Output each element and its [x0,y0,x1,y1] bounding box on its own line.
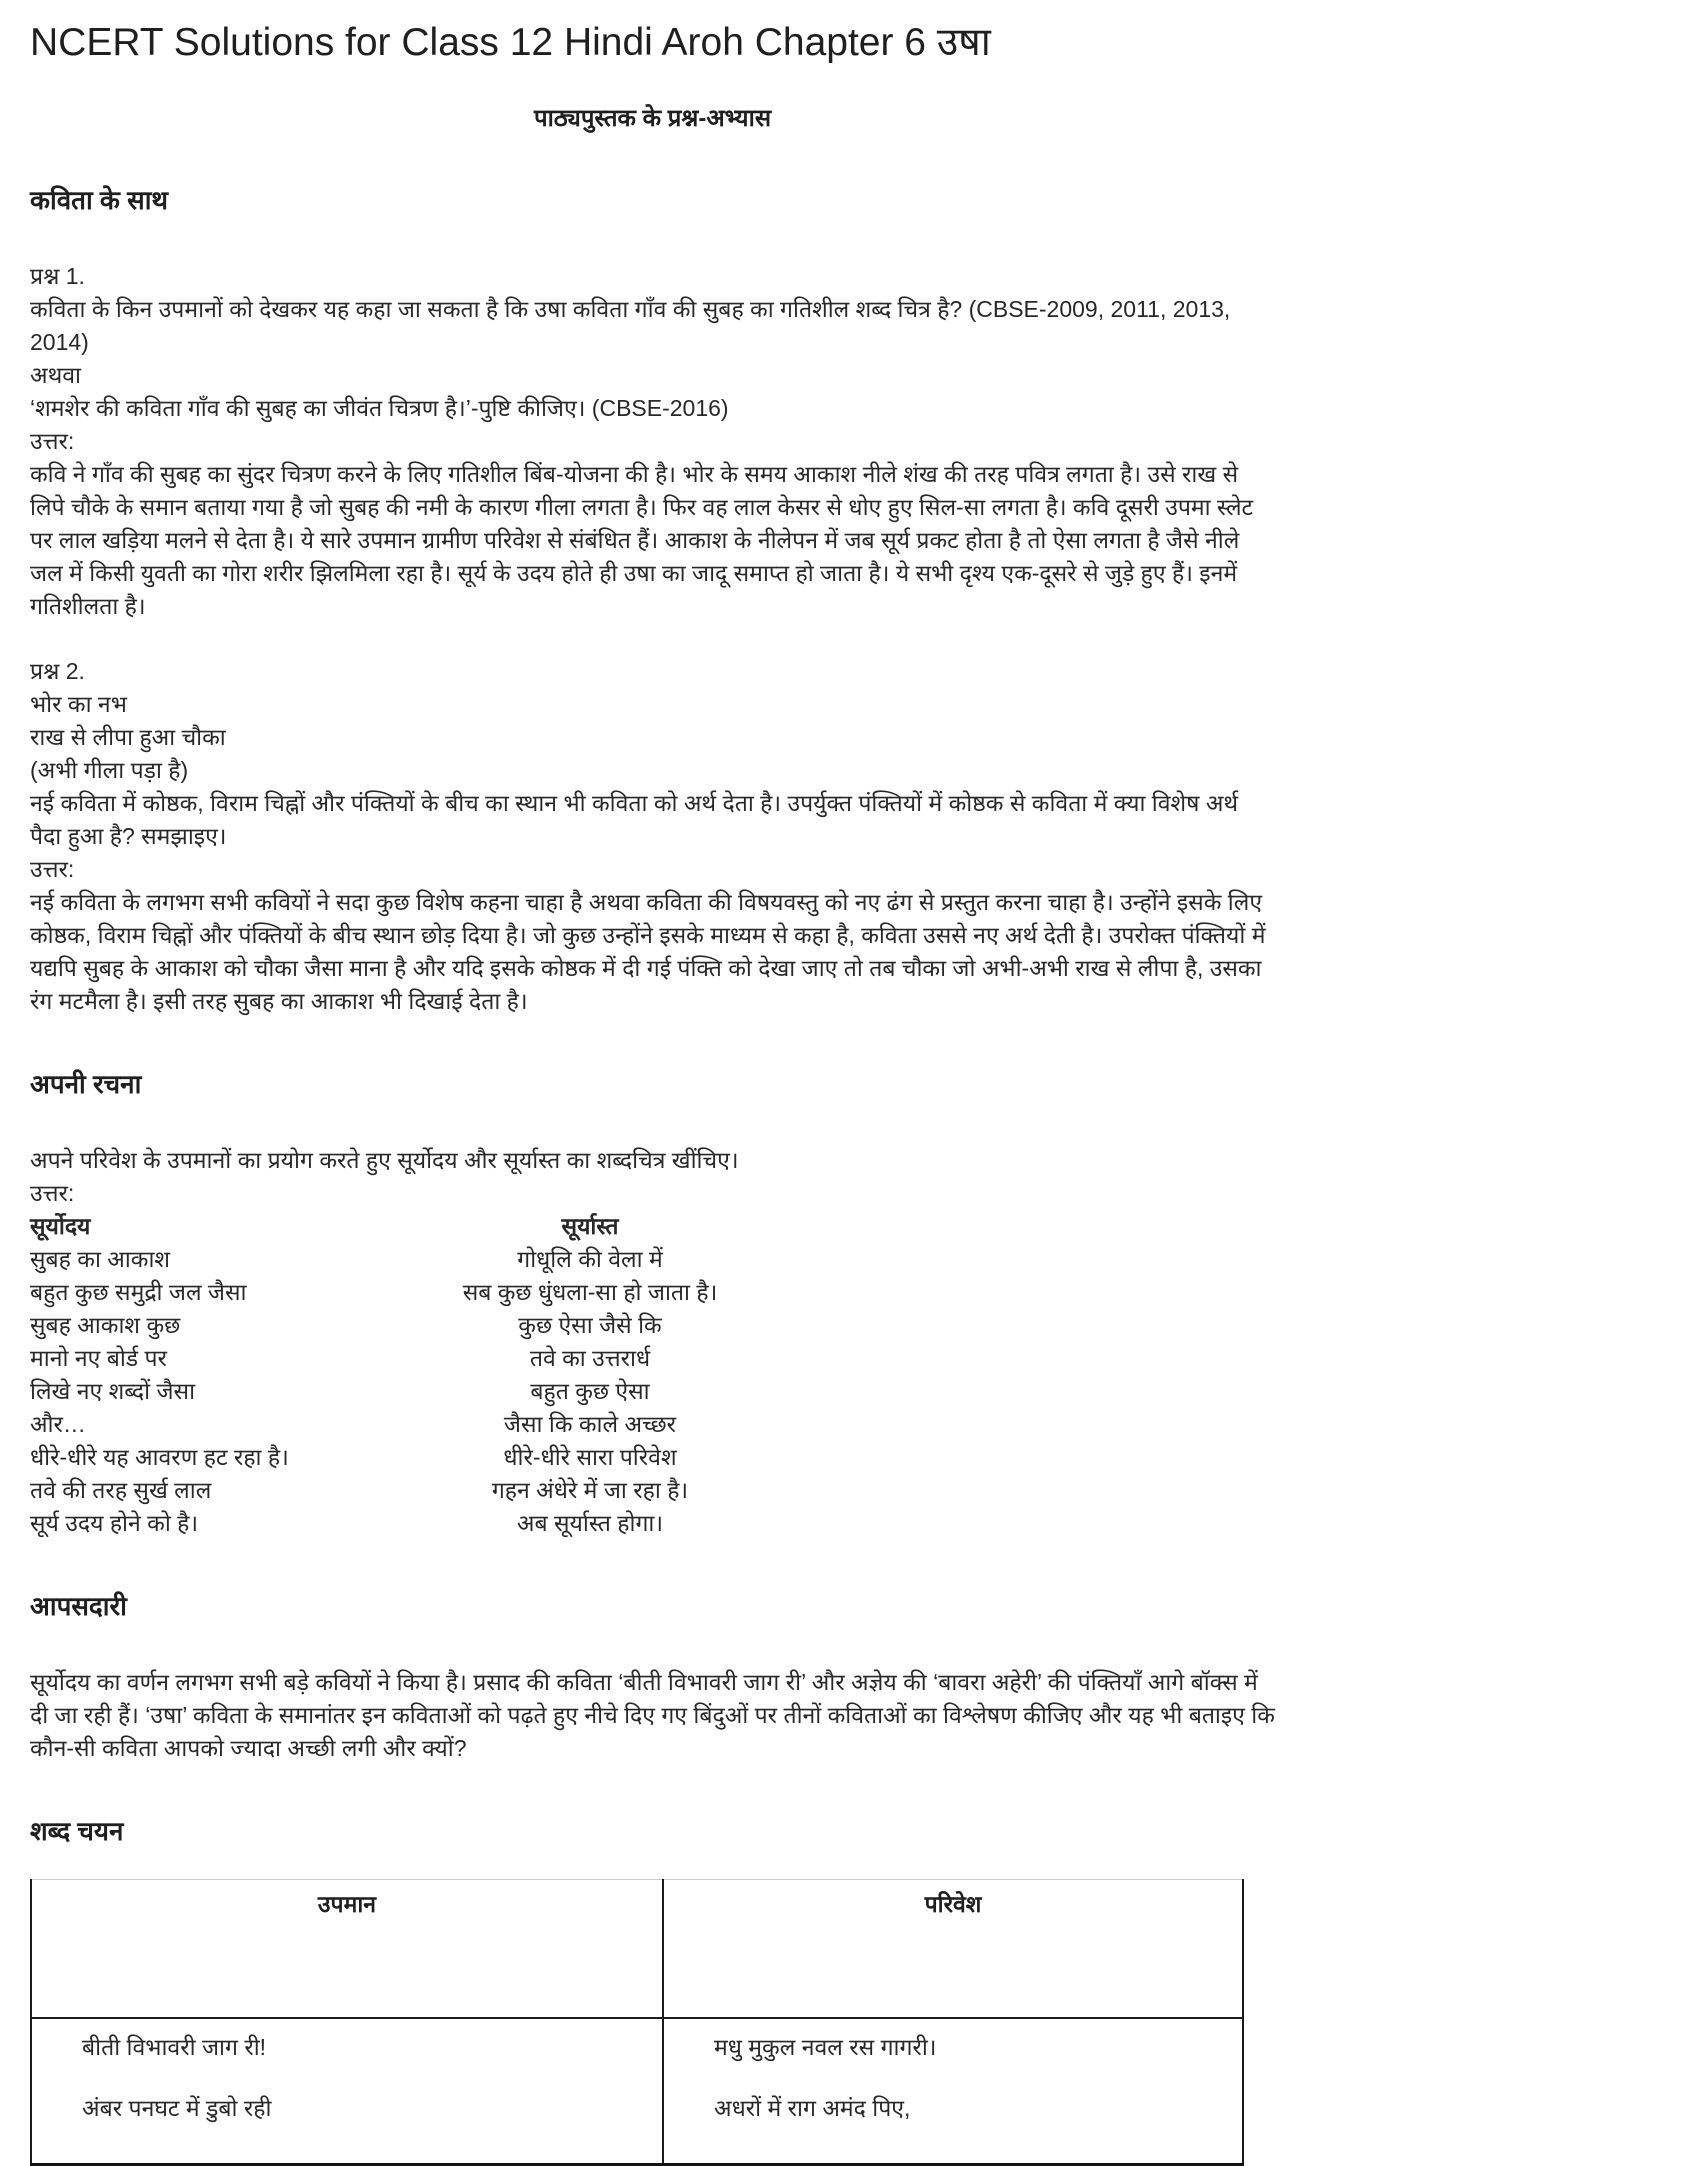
sunset-poem-line: कुछ ऐसा जैसे कि [518,1312,662,1338]
sunrise-poem-line: लिखे नए शब्दों जैसा [30,1378,196,1404]
answer-1-label: उत्तर: [30,428,75,454]
answer-2-text: नई कविता के लगभग सभी कवियों ने सदा कुछ विशेष कहना चाहा है अथवा कविता की विषयवस्तु को नए ढंग से प्रस्तुत करना चाहा है। उन्होंने इसके लिए कोष्ठक, विराम चिह्नों और पंक्तियों के बीच स्थान छोड़ दिया है। जो कुछ उन्होंने इसके माध्यम से कहा है, कविता उससे नए अर्थ देती है। उपरोक्त पंक्तियों में यद्यपि सुबह के आकाश को चौका जैसा माना है और यदि इसके कोष्ठक में दी गई पंक्ति को देखा जाए तो तब चौका जो अभी-अभी राख से लीपा है, उसका रंग मटमैला है। इसी तरह सुबह का आकाश भी दिखाई देता है। [30,889,1266,1014]
aapasdari-paragraph: सूर्योदय का वर्णन लगभग सभी बड़े कवियों ने किया है। प्रसाद की कविता ‘बीती विभावरी जाग री’ और अज्ञेय की ‘बावरा अहेरी’ की पंक्तियाँ आगे बॉक्स में दी जा रही हैं। ‘उषा’ कविता के समानांतर इन कविताओं को पढ़ते हुए नीचे दिए गए बिंदुओं पर तीनों कविताओं का विश्लेषण कीजिए और यह भी बताइए कि कौन-सी कविता आपको ज्यादा अच्छी लगी और क्यों? [30,1669,1275,1761]
sunrise-poem-line: सूर्य उदय होने को है। [30,1510,199,1536]
sunrise-sunset-poems [30,1210,1275,1540]
question-2-poem-line: (अभी गीला पड़ा है) [30,757,189,783]
sunrise-poem-line: तवे की तरह सुर्ख लाल [30,1477,212,1503]
question-2-poem-line: राख से लीपा हुआ चौका [30,724,226,750]
sunrise-poem-line: सुबह का आकाश [30,1246,171,1272]
table-cell-line: बीती विभावरी जाग री! [82,2034,267,2060]
table-cell-line: अधरों में राग अमंद पिए, [714,2095,911,2121]
sunset-poem-line: तवे का उत्तरार्ध [529,1345,651,1371]
document-page [0,20,1305,2166]
word-choice-table [30,1879,1244,2166]
section-heading-shabd-chayan: शब्द चयन [30,1816,124,1846]
question-2-text: नई कविता में कोष्ठक, विराम चिह्नों और पंक्तियों के बीच का स्थान भी कविता को अर्थ देता है। उपर्युक्त पंक्तियों में कोष्ठक से कविता में क्या विशेष अर्थ पैदा हुआ है? समझाइए। [30,790,1239,849]
section-heading-kavita-ke-sath: कविता के साथ [30,185,169,215]
sunset-poem-line: जैसा कि काले अच्छर [503,1411,677,1437]
table-cell-parivesh [663,2018,1243,2165]
sunrise-title: सूर्योदय [30,1213,91,1239]
answer-2-label: उत्तर: [30,856,75,882]
question-2-label: प्रश्न 2. [30,658,85,684]
sunset-poem-line: गहन अंधेरे में जा रहा है। [491,1477,689,1503]
sunset-poem-line: धीरे-धीरे सारा परिवेश [503,1444,677,1470]
table-row [31,2018,1243,2165]
table-header-parivesh: परिवेश [663,1880,1243,2019]
apni-rachna-answer-label: उत्तर: [30,1180,75,1206]
question-1-alt-text: ‘शमशेर की कविता गाँव की सुबह का जीवंत चित्रण है।’-पुष्टि कीजिए। (CBSE-2016) [30,395,729,421]
page-title: NCERT Solutions for Class 12 Hindi Aroh Chapter 6 उषा [30,21,991,64]
sunrise-poem-line: मानो नए बोर्ड पर [30,1345,167,1371]
table-header-row [31,1880,1243,2019]
question-2-poem-line: भोर का नभ [30,691,127,717]
section-heading-apni-rachna: अपनी रचना [30,1069,142,1099]
table-cell-upman [31,2018,663,2165]
sunrise-poem-line: बहुत कुछ समुद्री जल जैसा [30,1279,247,1305]
section-heading-aapasdari: आपसदारी [30,1591,127,1621]
answer-1-text: कवि ने गाँव की सुबह का सुंदर चित्रण करने के लिए गतिशील बिंब-योजना की है। भोर के समय आकाश नीले शंख की तरह पवित्र लगता है। उसे राख से लिपे चौके के समान बताया गया है जो सुबह की नमी के कारण गीला लगता है। फिर वह लाल केसर से धोए हुए सिल-सा लगता है। कवि दूसरी उपमा स्लेट पर लाल खड़िया मलने से देता है। ये सारे उपमान ग्रामीण परिवेश से संबंधित हैं। आकाश के नीलेपन में जब सूर्य प्रकट होता है तो ऐसा लगता है जैसे नीले जल में किसी युवती का गोरा शरीर झिलमिला रहा है। सूर्य के उदय होते ही उषा का जादू समाप्त हो जाता है। ये सभी दृश्य एक-दूसरे से जुड़े हुए हैं। इनमें गतिशीलता है। [30,461,1254,619]
page-subtitle: पाठ्यपुस्तक के प्रश्न-अभ्यास [533,105,772,132]
question-1-label: प्रश्न 1. [30,263,85,289]
sunset-poem-line: बहुत कुछ ऐसा [530,1378,650,1404]
sunset-title: सूर्यास्त [561,1213,619,1239]
poem-column-sunset [360,1210,820,1540]
sunset-poem-line: गोधूलि की वेला में [517,1246,663,1272]
question-1-or-label: अथवा [30,362,82,388]
sunset-poem-line: अब सूर्यास्त होगा। [516,1510,664,1536]
sunset-poem-line: सब कुछ धुंधला-सा हो जाता है। [462,1279,718,1305]
sunrise-poem-line: और… [30,1411,86,1437]
sunrise-poem-line: सुबह आकाश कुछ [30,1312,181,1338]
table-header-upman: उपमान [31,1880,663,2019]
question-1-text: कविता के किन उपमानों को देखकर यह कहा जा सकता है कि उषा कविता गाँव की सुबह का गतिशील शब्द चित्र है? (CBSE-2009, 2011, 2013, 2014) [30,296,1231,355]
poem-column-sunrise [30,1210,360,1540]
table-cell-line: अंबर पनघट में डुबो रही [82,2095,272,2121]
apni-rachna-question: अपने परिवेश के उपमानों का प्रयोग करते हुए सूर्योदय और सूर्यास्त का शब्दचित्र खींचिए। [30,1147,739,1173]
table-cell-line: मधु मुकुल नवल रस गागरी। [714,2034,937,2060]
sunrise-poem-line: धीरे-धीरे यह आवरण हट रहा है। [30,1444,289,1470]
